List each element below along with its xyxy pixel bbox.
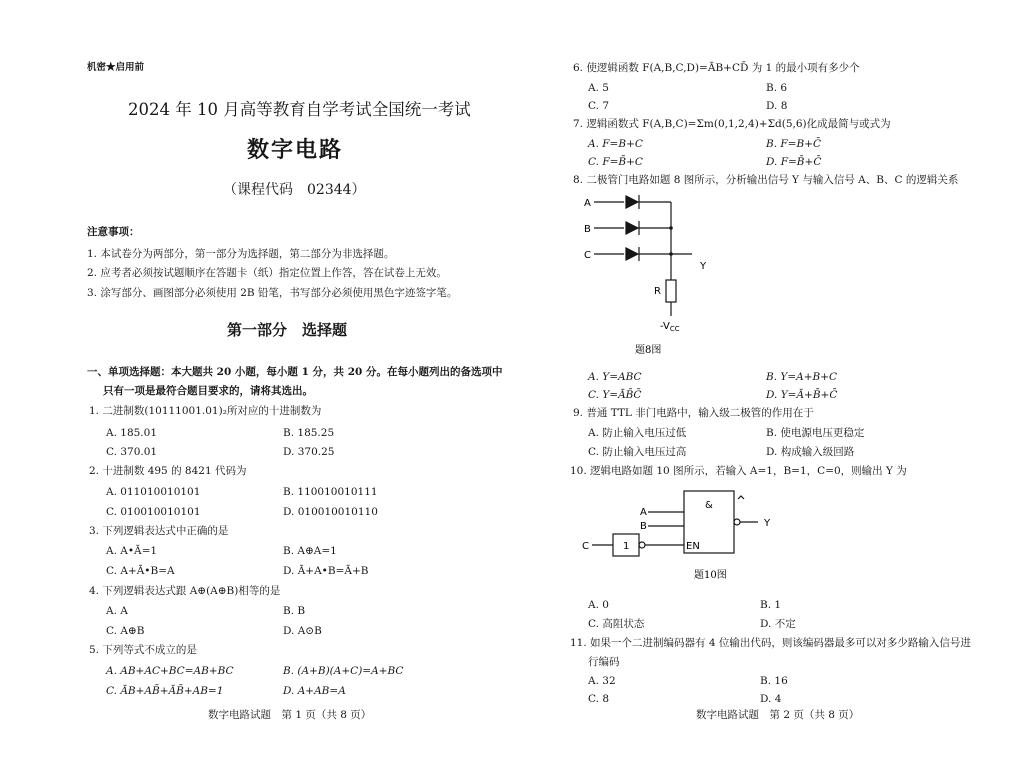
figure-caption: 题8图 [635, 345, 662, 356]
inverter-label: 1 [623, 541, 630, 552]
note-item: 2. 应考者必须按试题顺序在答题卡（纸）指定位置上作答，答在试卷上无效。 [87, 267, 447, 279]
option: B. 185.25 [283, 427, 335, 439]
label-c: C [582, 541, 589, 552]
option: A. 32 [588, 675, 616, 687]
label-b: B [640, 521, 647, 532]
option: D. 010010010110 [283, 506, 378, 518]
output-bubble [734, 519, 740, 525]
notes-heading: 注意事项： [87, 226, 140, 238]
note-item: 3. 涂写部分、画图部分必须使用 2B 铅笔，书写部分必须使用黑色字迹签字笔。 [87, 287, 458, 299]
option: C. 防止输入电压过高 [588, 446, 687, 458]
label-r: R [654, 286, 661, 297]
label-a: A [584, 198, 591, 209]
option: C. 010010010101 [106, 506, 201, 518]
option: D. 8 [766, 100, 788, 112]
option: A. 防止输入电压过低 [588, 427, 687, 439]
option: B. Y=A+B+C [766, 371, 838, 383]
resistor-icon [666, 280, 676, 302]
label-y: Y [764, 518, 771, 529]
option: A. 185.01 [106, 427, 157, 439]
note-item: 1. 本试卷分为两部分，第一部分为选择题，第二部分为非选择题。 [87, 248, 395, 260]
option: C. 7 [588, 100, 610, 112]
question-stem: 8. 二极管门电路如题 8 图所示，分析输出信号 Y 与输入信号 A、B、C 的逻辑关系 [573, 174, 959, 186]
figure-caption: 题10图 [694, 570, 727, 581]
question-stem: 1. 二进制数(10111001.01)₂所对应的十进制数为 [89, 405, 322, 417]
question-stem-cont: 行编码 [588, 656, 620, 668]
option: D. 构成输入级回路 [766, 446, 855, 458]
option: D. A⊙B [283, 625, 322, 637]
option: C. F=B̄+C [588, 156, 643, 168]
part-title: 第一部分 选择题 [227, 321, 348, 339]
inverter-bubble [639, 542, 645, 548]
exam-title: 2024 年 10 月高等教育自学考试全国统一考试 [128, 100, 471, 119]
gate-symbol: & [705, 500, 713, 511]
vcc-text: -V [660, 321, 670, 332]
question-stem: 7. 逻辑函数式 F(A,B,C)=Σm(0,1,2,4)+Σd(5,6)化成最简与或式为 [573, 118, 891, 130]
option: C. 高阻状态 [588, 618, 645, 630]
option: B. 6 [766, 82, 788, 94]
option: A. 0 [588, 599, 609, 611]
diode-icon [626, 221, 639, 235]
label-a: A [640, 507, 647, 518]
option: A. A•Ā=1 [106, 545, 158, 557]
option: A. F=B+C [588, 138, 643, 150]
diode-icon [626, 247, 639, 261]
option: B. F=B+C̄ [766, 138, 822, 150]
question-stem: 2. 十进制数 495 的 8421 代码为 [89, 465, 247, 477]
option: C. 370.01 [106, 446, 158, 458]
option: D. 不定 [760, 618, 796, 630]
option: B. 16 [760, 675, 788, 687]
question-stem: 11. 如果一个二进制编码器有 4 位输出代码，则该编码器最多可以对多少路输入信号进 [570, 637, 971, 649]
enable-label: EN [686, 541, 700, 552]
label-c: C [584, 250, 591, 261]
option: A. 5 [588, 82, 609, 94]
option: B. (A+B)(A+C)=A+BC [283, 665, 404, 677]
option: D. A+AB=A [283, 685, 346, 697]
tristate-gate-figure [576, 486, 776, 582]
option: B. 使电源电压更稳定 [766, 427, 865, 439]
page-footer: 数字电路试题 第 1 页（共 8 页） [208, 709, 372, 721]
course-code: （课程代码 02344） [223, 182, 366, 198]
diode-gate-figure [580, 190, 720, 360]
diode-icon [626, 195, 639, 209]
option: A. AB+AC+BC=AB+BC [106, 665, 234, 677]
option: C. 8 [588, 693, 610, 705]
option: C. ĀB+AB̄+ĀB̄+AB=1 [106, 685, 224, 697]
option: A. 011010010101 [106, 486, 201, 498]
section-instruction: 一、单项选择题：本大题共 20 小题，每小题 1 分，共 20 分。在每小题列出的备选项中 [87, 366, 503, 378]
security-label: 机密★启用前 [87, 62, 145, 73]
option: B. 1 [760, 599, 782, 611]
label-vcc [660, 321, 680, 333]
question-stem: 9. 普通 TTL 非门电路中，输入级二极管的作用在于 [573, 407, 814, 419]
question-stem: 10. 逻辑电路如题 10 图所示，若输入 A=1，B=1，C=0，则输出 Y 为 [570, 465, 907, 477]
option: B. 110010010111 [283, 486, 378, 498]
section-instruction-cont: 只有一项是最符合题目要求的，请将其选出。 [103, 385, 313, 397]
vcc-subscript: CC [669, 325, 680, 333]
option: D. 370.25 [283, 446, 335, 458]
question-stem: 3. 下列逻辑表达式中正确的是 [89, 525, 229, 537]
question-stem: 6. 使逻辑函数 F(A,B,C,D)=ĀB+CD̄ 为 1 的最小项有多少个 [573, 62, 860, 74]
option: D. 4 [760, 693, 782, 705]
subject-title: 数字电路 [247, 137, 344, 163]
option: D. F=B̄+C̄ [766, 156, 822, 168]
option: C. A+Ā•B=A [106, 565, 175, 577]
option: D. Ā+A•B=Ā+B [283, 565, 369, 577]
option: D. Y=Ā+B̄+C̄ [766, 389, 838, 401]
option: C. Y=ĀB̄C̄ [588, 389, 642, 401]
page-footer: 数字电路试题 第 2 页（共 8 页） [696, 709, 860, 721]
option: B. A⊕A=1 [283, 545, 337, 557]
option: A. A [106, 605, 128, 617]
option: C. A⊕B [106, 625, 145, 637]
question-stem: 4. 下列逻辑表达式跟 A⊕(A⊕B)相等的是 [89, 585, 281, 597]
label-b: B [584, 224, 591, 235]
label-y: Y [700, 261, 707, 272]
option: A. Y=ABC [588, 371, 642, 383]
option: B. B [283, 605, 306, 617]
question-stem: 5. 下列等式不成立的是 [89, 644, 197, 656]
tristate-marker [738, 496, 744, 499]
